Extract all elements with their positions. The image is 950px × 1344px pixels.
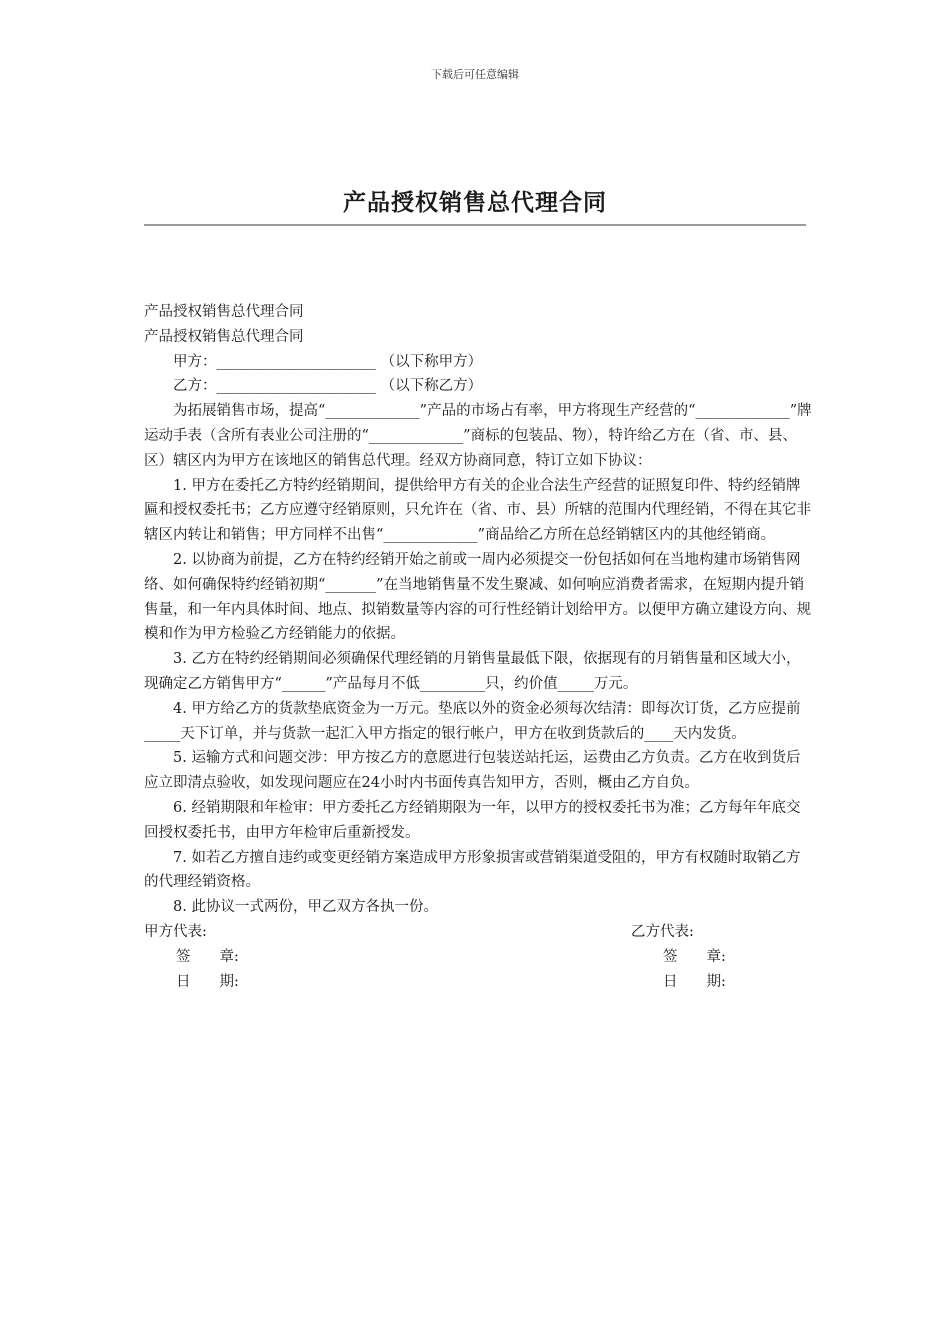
clause-2: 2. 以协商为前提，乙方在特约经销开始之前或一周内必须提交一份包括如何在当地构建市场销售网络、如何确保特约经销初期“_______”在当地销售量不发生聚减、如何响应消费者需求，在短期内提升销售量，和一年内具体时间、地点、拟销数量等内容的可行性经销计划给甲方。以便甲方确立建设方向、规模和作为甲方检验乙方经销能力的依据。 [144,551,811,643]
party-a-date-label: 日 期: [176,973,239,990]
signature-date-row [144,970,812,995]
clause-3: 3. 乙方在特约经销期间必须确保代理经销的月销售量最低下限，依据现有的月销售量和区域大小，现确定乙方销售甲方“______”产品每月不低_________只，约价值_____万元。 [144,651,801,692]
clause-8: 8. 此协议一式两份，甲乙双方各执一份。 [173,899,438,916]
party-b-rep-label: 乙方代表: [631,923,694,940]
clause-4: 4. 甲方给乙方的货款垫底资金为一万元。垫底以外的资金必须每次结清：即每次订货，乙方应提前_____天下订单，并与货款一起汇入甲方指定的银行帐户，甲方在收到货款后的____天内发货。 [144,700,801,742]
preamble-paragraph: 为拓展销售市场，提高“_____________”产品的市场占有率，甲方将现生产经营的“_____________”牌运动手表（含所有表业公司注册的“_____________”商标的包装品、物），特许给乙方在（省、市、县、区）辖区内为甲方在该地区的销售总代理。经双方协商同意，特订立如下协议： [144,403,812,469]
clause-7: 7. 如若乙方擅自违约或变更经销方案造成甲方形象损害或营销渠道受阻的，甲方有权随时取销乙方的代理经销资格。 [144,849,801,891]
document-title: 产品授权销售总代理合同 [343,189,607,216]
party-a-line: 甲方：______________________ （以下称甲方） [173,353,483,370]
clause-1: 1. 甲方在委托乙方特约经销期间，提供给甲方有关的企业合法生产经营的证照复印件、特约经销牌匾和授权委托书；乙方应遵守经销原则，只允许在（省、市、县）所辖的范围内代理经销，不得在其它非辖区内转让和销售；甲方同样不出售“_____________”商品给乙方所在总经销辖区内的其他经销商。 [144,477,811,544]
party-a-seal-label: 签 章: [176,948,239,965]
signature-seal-row [144,945,812,970]
party-b-seal-label: 签 章: [663,948,726,965]
title-divider [144,224,806,226]
party-a-rep-label: 甲方代表: [144,923,207,940]
intro-line: 产品授权销售总代理合同 [144,304,304,320]
clause-5: 5. 运输方式和问题交涉：甲方按乙方的意愿进行包装送站托运，运费由乙方负责。乙方在收到货后应立即清点验收，如发现问题应在24小时内书面传真告知甲方，否则，概由乙方自负。 [144,750,801,792]
clause-6: 6. 经销期限和年检审：甲方委托乙方经销期限为一年，以甲方的授权委托书为准；乙方每年年底交回授权委托书，由甲方年检审后重新授发。 [144,799,801,841]
signature-rep-row [144,920,812,945]
contract-body [144,300,812,994]
intro-line: 产品授权销售总代理合同 [144,328,304,345]
header-note: 下载后可任意编辑 [431,68,519,81]
party-b-line: 乙方：______________________ （以下称乙方） [173,378,483,395]
party-b-date-label: 日 期: [663,973,726,990]
